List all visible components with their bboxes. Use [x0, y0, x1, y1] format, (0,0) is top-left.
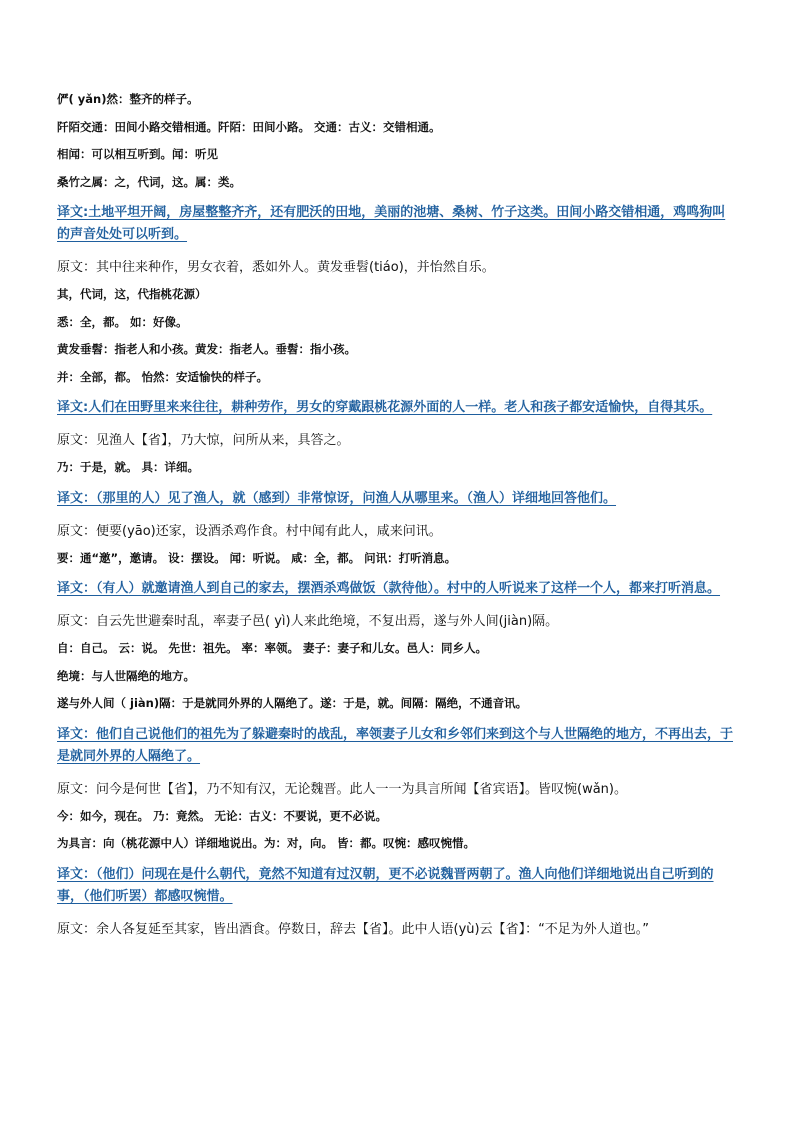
- translation-paragraph: 译文：（他们）问现在是什么朝代，竟然不知道有过汉朝，更不必说魏晋两朝了。渔人向他们详细地说出自己听到的事，（他们听罢）都感叹惋惜。: [57, 866, 714, 904]
- annotation-line: 相闻：可以相互听到。闻：听见: [57, 147, 218, 161]
- translation-paragraph: 译文：（那里的人）见了渔人，就（感到）非常惊讶，问渔人从哪里来。（渔人）详细地回答他们。: [57, 490, 617, 506]
- annotation-line: 要：通“邀”，邀请。 设：摆设。 闻：听说。 咸：全，都。 问讯：打听消息。: [57, 550, 457, 565]
- original-text-line: 原文：自云先世避秦时乱，率妻子邑( yì)人来此绝境，不复出焉，遂与外人间(jiàn)隔。: [57, 614, 559, 629]
- annotation-line: 悉：全，都。 如：好像。: [57, 314, 188, 329]
- annotation-line: 自：自己。 云：说。 先世：祖先。 率：率领。 妻子：妻子和儿女。邑人：同乡人。: [57, 641, 488, 655]
- translation-paragraph: 译文：他们自己说他们的祖先为了躲避秦时的战乱，率领妻子儿女和乡邻们来到这个与人世隔绝的地方，不再出去，于是就同外界的人隔绝了。: [57, 726, 734, 764]
- annotation-line: 桑竹之属：之，代词，这。属：类。: [57, 174, 241, 189]
- annotation-line: 黄发垂髫：指老人和小孩。黄发：指老人。垂髫：指小孩。: [57, 342, 356, 356]
- translation-paragraph: 译文:人们在田野里来来往往，耕种劳作，男女的穿戴跟桃花源外面的人一样。老人和孩子都安适愉快，自得其乐。: [57, 400, 713, 415]
- annotation-line: 阡陌交通：田间小路交错相通。阡陌：田间小路。 交通：古义：交错相通。: [57, 119, 441, 134]
- original-text-line: 原文：余人各复延至其家，皆出酒食。停数日，辞去【省】。此中人语(yù)云【省】：“不足为外人道也。”: [57, 921, 650, 937]
- translation-paragraph: 译文:土地平坦开阔，房屋整整齐齐，还有肥沃的田地，美丽的池塘、桑树、竹子这类。田间小路交错相通，鸡鸣狗叫的声音处处可以听到。: [57, 205, 726, 242]
- annotation-line: 遂与外人间（ jiàn)隔：于是就同外界的人隔绝了。遂：于是，就。间隔：隔绝，不通音讯。: [57, 696, 528, 710]
- original-text-line: 原文：便要(yāo)还家，设酒杀鸡作食。村中闻有此人，咸来问讯。: [57, 523, 442, 539]
- annotation-line: 乃：于是，就。 具：详细。: [57, 460, 200, 474]
- annotation-line: 并：全部，都。 怡然：安适愉快的样子。: [57, 369, 269, 384]
- annotation-line: 俨( yǎn)然：整齐的样子。: [57, 92, 199, 106]
- original-text-line: 原文：见渔人【省】，乃大惊，问所从来，具答之。: [57, 433, 350, 448]
- translation-paragraph: 译文：（有人）就邀请渔人到自己的家去，摆酒杀鸡做饭（款待他）。村中的人听说来了这样一个人，都来打听消息。: [57, 581, 721, 596]
- annotation-line: 其，代词，这，代指桃花源）: [57, 287, 207, 301]
- original-text-line: 原文：问今是何世【省】，乃不知有汉，无论魏晋。此人一一为具言所闻【省宾语】。皆叹惋(wǎn)。: [57, 781, 627, 797]
- annotation-line: 今：如今，现在。 乃：竟然。 无论：古义：不要说，更不必说。: [57, 808, 388, 823]
- annotation-line: 为具言：向（桃花源中人）详细地说出。为：对，向。 皆：都。叹惋：感叹惋惜。: [57, 836, 475, 850]
- document-content: [57, 92, 737, 949]
- annotation-line: 绝境：与人世隔绝的地方。: [57, 668, 195, 683]
- original-text-line: 原文：其中往来种作，男女衣着，悉如外人。黄发垂髫(tiáo)，并怡然自乐。: [57, 260, 495, 275]
